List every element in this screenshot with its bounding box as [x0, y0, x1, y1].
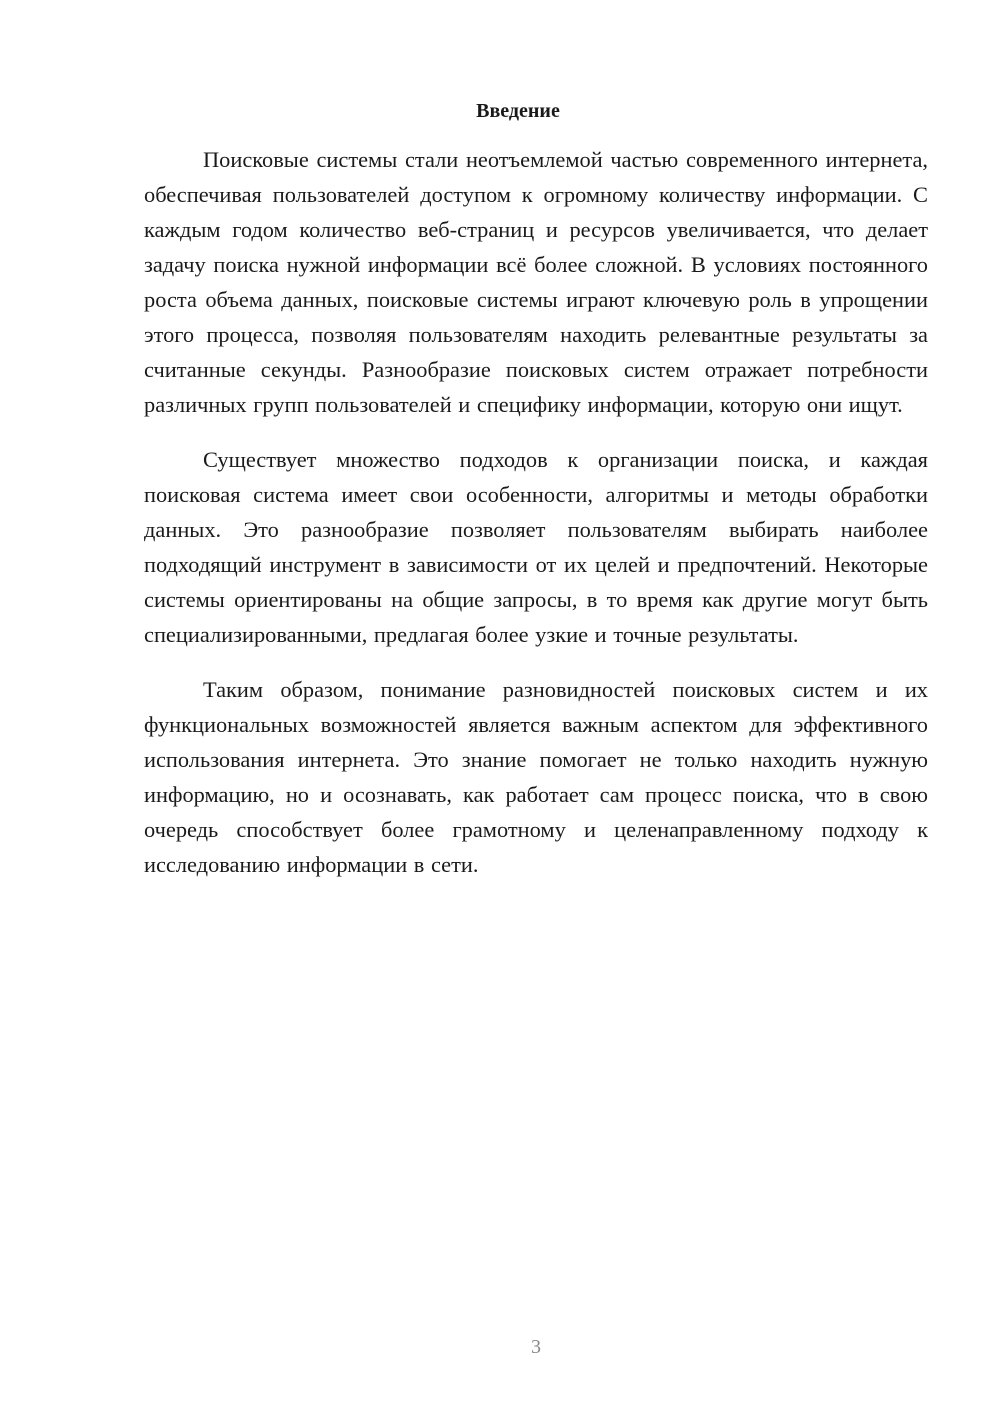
- page-number: 3: [531, 1336, 541, 1358]
- paragraph-3: Таким образом, понимание разновидностей поисковых систем и их функциональных возможностей является важным аспектом для эффективного использования интернета. Это знание помогает не только находить нужную информацию, но и осознавать, как работает сам процесс поиска, что в свою очередь способствует более грамотному и целенаправленному подходу к исследованию информации в сети.: [144, 677, 928, 877]
- paragraph-2: Существует множество подходов к организации поиска, и каждая поисковая система имеет свои особенности, алгоритмы и методы обработки данных. Это разнообразие позволяет пользователям выбирать наиболее подходящий инструмент в зависимости от их целей и предпочтений. Некоторые системы ориентированы на общие запросы, в то время как другие могут быть специализированными, предлагая более узкие и точные результаты.: [144, 447, 928, 647]
- body-text: [144, 142, 928, 902]
- paragraph-1: Поисковые системы стали неотъемлемой частью современного интернета, обеспечивая пользователей доступом к огромному количеству информации. С каждым годом количество веб-страниц и ресурсов увеличивается, что делает задачу поиска нужной информации всё более сложной. В условиях постоянного роста объема данных, поисковые системы играют ключевую роль в упрощении этого процесса, позволяя пользователям находить релевантные результаты за считанные секунды. Разнообразие поисковых систем отражает потребности различных групп пользователей и специфику информации, которую они ищут.: [144, 147, 928, 417]
- page-title: Введение: [476, 100, 560, 122]
